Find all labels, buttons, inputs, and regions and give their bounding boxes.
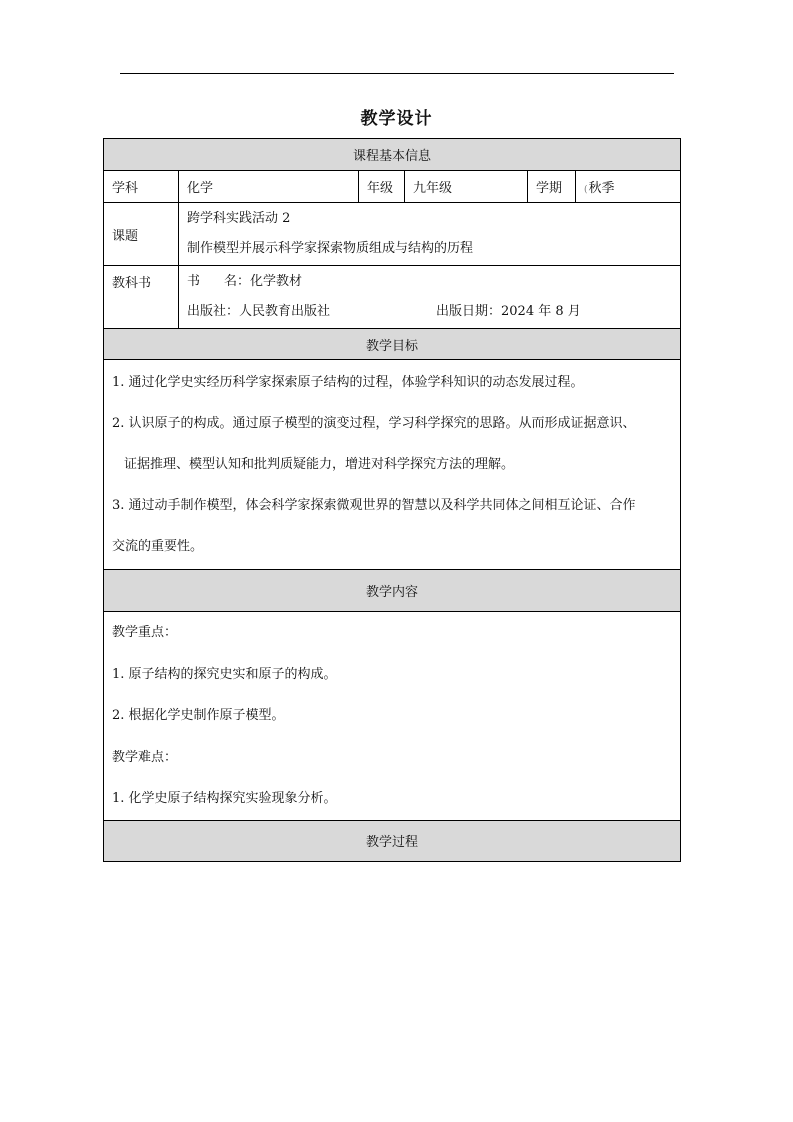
difficulty-title: 教学难点： <box>112 749 178 765</box>
goal-item-2-line-2: 证据推理、模型认知和批判质疑能力，增进对科学探究方法的理解。 <box>124 457 515 472</box>
lesson-plan-table <box>103 138 681 862</box>
textbook-row <box>104 266 681 329</box>
section-header-goals: 教学目标 <box>104 329 681 360</box>
book-name-line <box>187 267 672 297</box>
header-rule <box>120 73 674 74</box>
publication-date: 出版日期：2024 年 8 月 <box>436 304 581 319</box>
subject-value: 化学 <box>179 171 359 203</box>
section-row-goals <box>104 329 681 360</box>
goal-item-1: 1. 通过化学史实经历科学家探索原子结构的过程，体验学科知识的动态发展过程。 <box>112 375 584 390</box>
difficulty-1: 1. 化学史原子结构探究实验现象分析。 <box>112 791 337 807</box>
content-body <box>104 612 681 821</box>
term-label: 学期 <box>528 171 576 203</box>
section-row-process <box>104 820 681 861</box>
section-row-basic-info <box>104 139 681 171</box>
section-header-basic-info: 课程基本信息 <box>104 139 681 171</box>
grade-value: 九年级 <box>405 171 528 203</box>
goal-item-3-line-2: 交流的重要性。 <box>112 539 204 554</box>
book-name-prefix: 书 <box>187 274 201 289</box>
topic-value <box>179 203 681 266</box>
textbook-value <box>179 266 681 329</box>
topic-row <box>104 203 681 266</box>
goals-row <box>104 360 681 570</box>
term-mark: ( <box>584 185 588 195</box>
book-name-value: 化学教材 <box>250 274 303 289</box>
content-row <box>104 612 681 821</box>
publisher-line <box>187 297 672 327</box>
key-point-2: 2. 根据化学史制作原子模型。 <box>112 708 285 724</box>
goals-body <box>104 360 681 570</box>
section-header-content: 教学内容 <box>104 570 681 612</box>
key-point-1: 1. 原子结构的探究史实和原子的构成。 <box>112 666 337 682</box>
key-points-title: 教学重点： <box>112 625 178 640</box>
textbook-label: 教科书 <box>104 266 179 329</box>
goal-item-2-line-1: 2. 认识原子的构成。通过原子模型的演变过程，学习科学探究的思路。从而形成证据意识、 <box>112 416 636 431</box>
document-title: 教学设计 <box>360 109 433 129</box>
goal-item-3-line-1: 3. 通过动手制作模型，体会科学家探索微观世界的智慧以及科学共同体之间相互论证、合作 <box>112 498 636 513</box>
topic-label: 课题 <box>104 203 179 266</box>
term-value-cell <box>576 171 681 203</box>
publisher: 出版社：人民教育出版社 <box>187 304 331 319</box>
grade-label: 年级 <box>359 171 405 203</box>
section-header-process: 教学过程 <box>104 820 681 861</box>
subject-row <box>104 171 681 203</box>
topic-line-2: 制作模型并展示科学家探索物质组成与结构的历程 <box>187 241 474 256</box>
subject-label: 学科 <box>104 171 179 203</box>
section-row-content <box>104 570 681 612</box>
book-name-label: 名： <box>224 274 251 289</box>
term-value: 秋季 <box>588 181 615 196</box>
topic-line-1: 跨学科实践活动 2 <box>187 211 291 226</box>
